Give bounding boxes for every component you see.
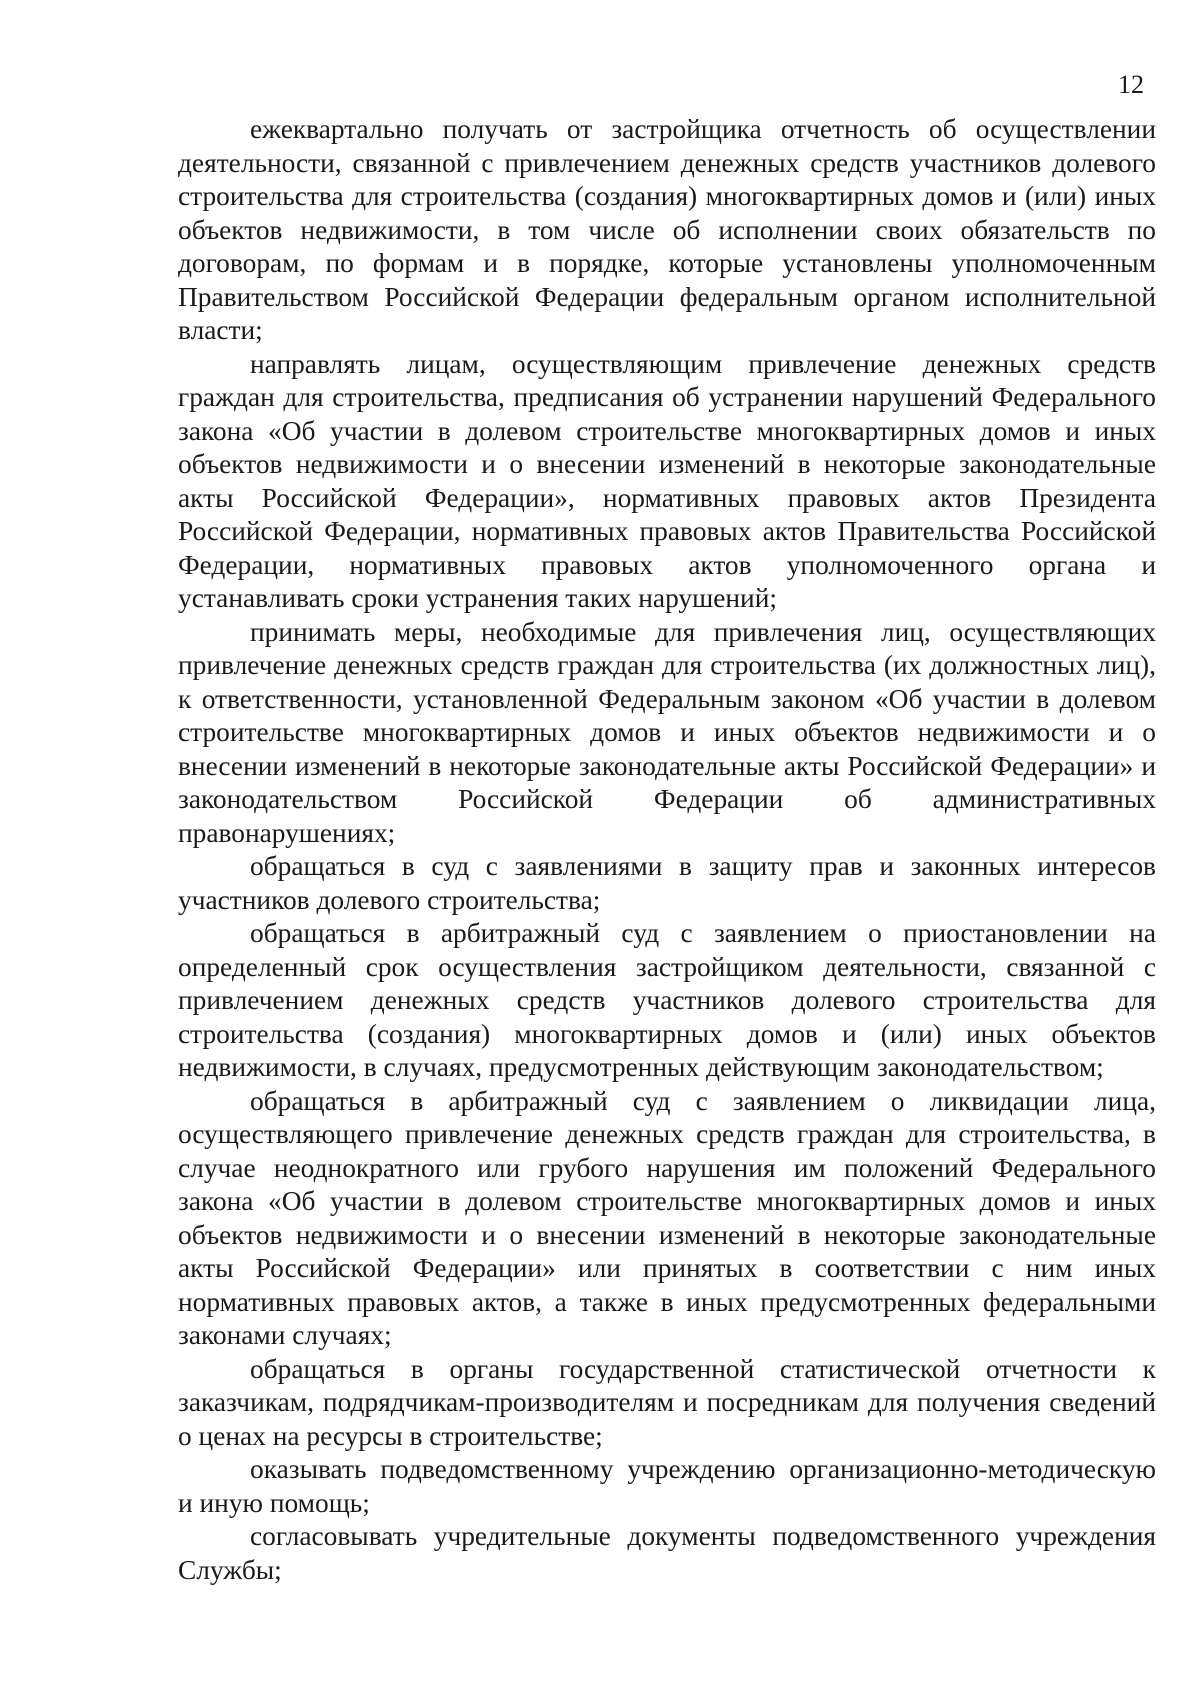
paragraph: обращаться в органы государственной статистической отчетности к заказчикам, подрядчикам-производителям и посредникам для получения сведений о ценах на ресурсы в строительстве;: [178, 1353, 1156, 1451]
page-number: 12: [1118, 70, 1144, 99]
paragraph: оказывать подведомственному учреждению организационно-методическую и иную помощь;: [178, 1454, 1156, 1518]
paragraph: согласовывать учредительные документы подведомственного учреждения Службы;: [178, 1521, 1156, 1585]
paragraph: обращаться в арбитражный суд с заявлением о ликвидации лица, осуществляющего привлечение денежных средств граждан для строительства, в случае неоднократного или грубого нарушения им положений Федерального закона «Об участии в долевом строительстве многоквартирных домов и иных объектов недвижимости и о внесении изменений в некоторые законодательные акты Российской Федерации» или принятых в соответствии с ним иных нормативных правовых актов, а также в иных предусмотренных федеральными законами случаях;: [178, 1085, 1156, 1350]
paragraph: обращаться в арбитражный суд с заявлением о приостановлении на определенный срок осуществления застройщиком деятельности, связанной с привлечением денежных средств участников долевого строительства для строительства (создания) многоквартирных домов и (или) иных объектов недвижимости, в случаях, предусмотренных действующим законодательством;: [178, 918, 1156, 1082]
document-body: [178, 113, 1156, 1587]
paragraph: направлять лицам, осуществляющим привлечение денежных средств граждан для строительства, предписания об устранении нарушений Федерального закона «Об участии в долевом строительстве многоквартирных домов и иных объектов недвижимости и о внесении изменений в некоторые законодательные акты Российской Федерации», нормативных правовых актов Президента Российской Федерации, нормативных правовых актов Правительства Российской Федерации, нормативных правовых актов уполномоченного органа и устанавливать сроки устранения таких нарушений;: [178, 348, 1156, 613]
paragraph: принимать меры, необходимые для привлечения лиц, осуществляющих привлечение денежных средств граждан для строительства (их должностных лиц), к ответственности, установленной Федеральным законом «Об участии в долевом строительстве многоквартирных домов и иных объектов недвижимости и о внесении изменений в некоторые законодательные акты Российской Федерации» и законодательством Российской Федерации об административных правонарушениях;: [178, 616, 1156, 848]
paragraph: обращаться в суд с заявлениями в защиту прав и законных интересов участников долевого строительства;: [178, 851, 1156, 915]
paragraph: ежеквартально получать от застройщика отчетность об осуществлении деятельности, связанной с привлечением денежных средств участников долевого строительства для строительства (создания) многоквартирных домов и (или) иных объектов недвижимости, в том числе об исполнении своих обязательств по договорам, по формам и в порядке, которые установлены уполномоченным Правительством Российской Федерации федеральным органом исполнительной власти;: [178, 114, 1156, 345]
